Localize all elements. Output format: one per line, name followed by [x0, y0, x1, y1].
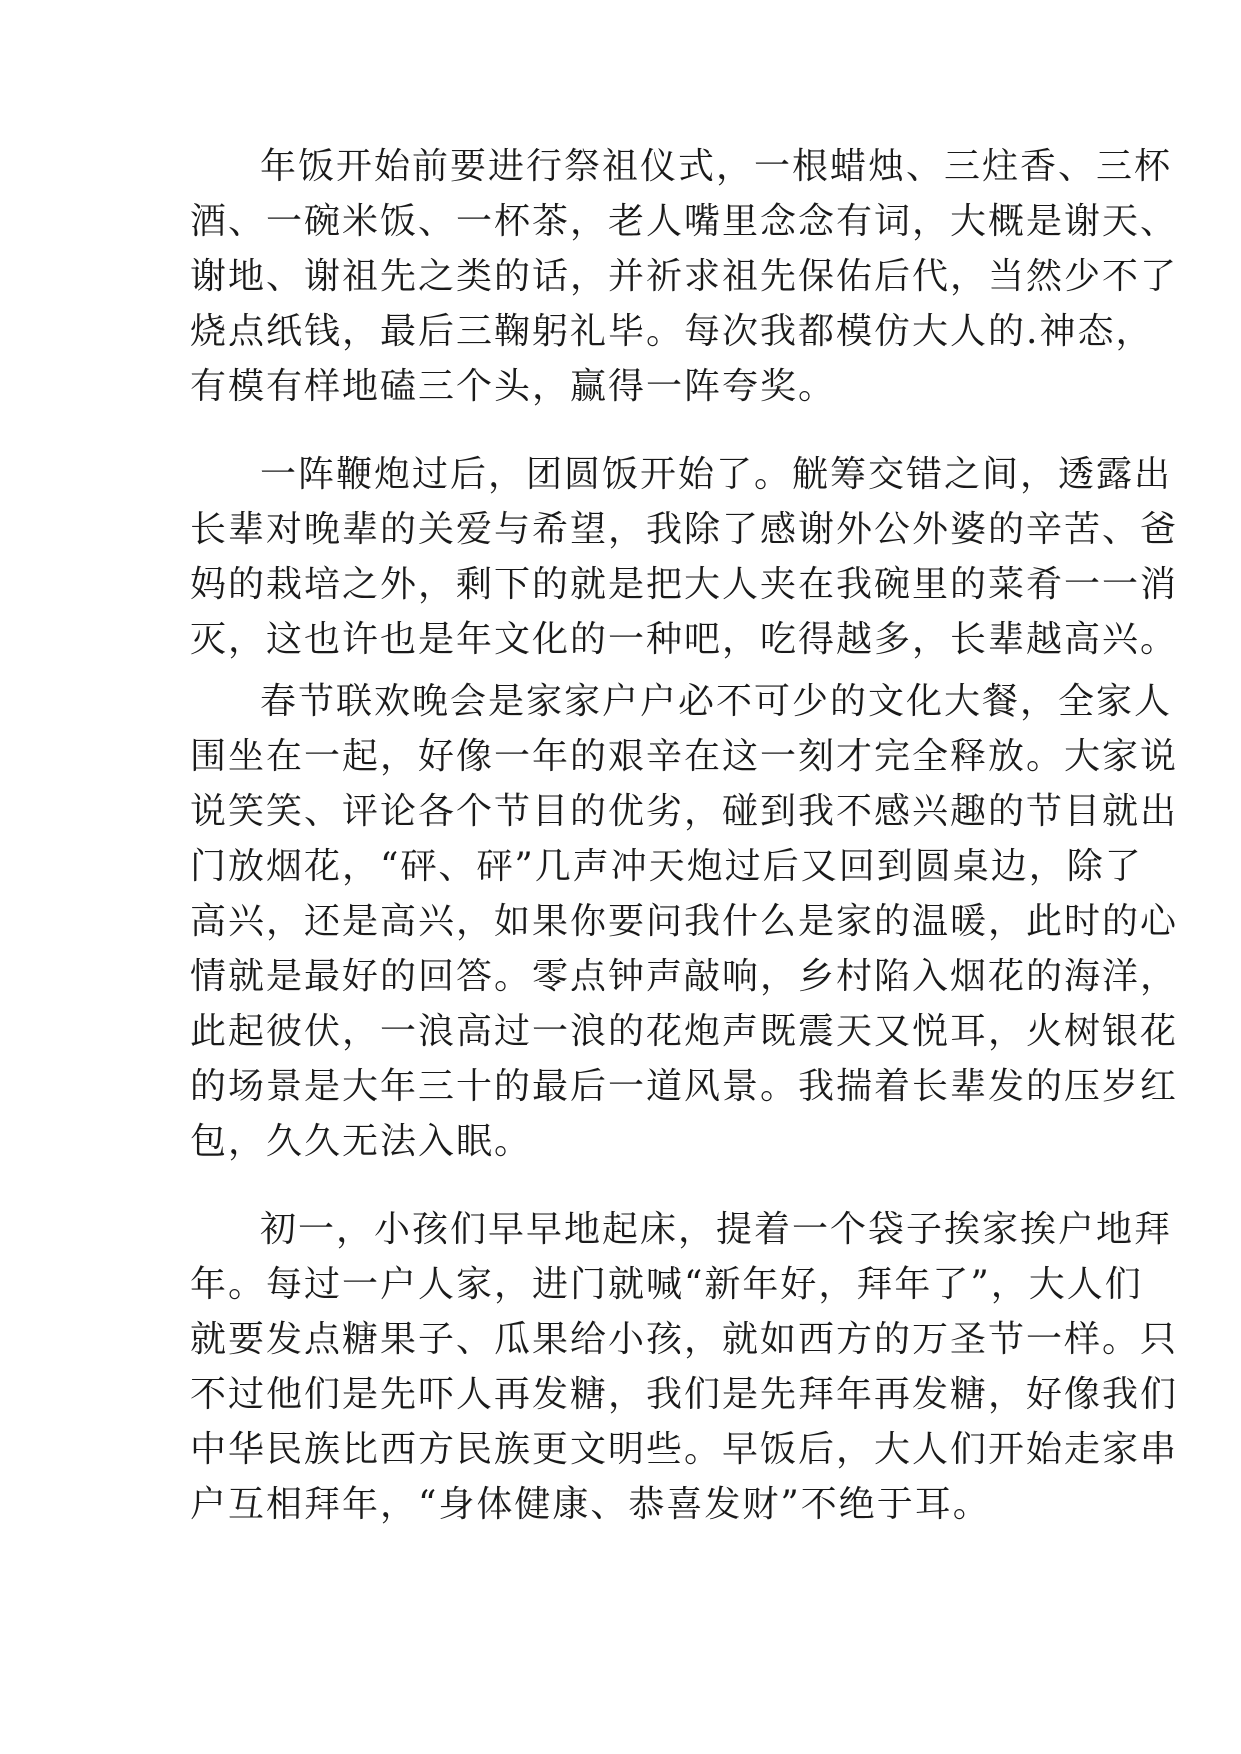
- paragraph-2-line-3: 妈的栽培之外，剩下的就是把大人夹在我碗里的菜肴一一消: [190, 564, 1179, 605]
- paragraph-3-line-5: 高兴，还是高兴，如果你要问我什么是家的温暖，此时的心: [190, 901, 1179, 942]
- paragraph-1-line-3: 谢地、谢祖先之类的话，并祈求祖先保佑后代，当然少不了: [190, 256, 1179, 297]
- paragraph-3-line-7: 此起彼伏，一浪高过一浪的花炮声既震天又悦耳，火树银花: [190, 1011, 1179, 1052]
- paragraph-1-line-5: 有模有样地磕三个头，赢得一阵夸奖。: [190, 366, 837, 407]
- paragraph-2-line-1: 一阵鞭炮过后，团圆饭开始了。觥筹交错之间，透露出: [260, 454, 1173, 495]
- paragraph-4-line-1: 初一，小孩们早早地起床，提着一个袋子挨家挨户地拜: [260, 1209, 1173, 1250]
- paragraph-4-line-5: 中华民族比西方民族更文明些。早饭后，大人们开始走家串: [190, 1429, 1179, 1470]
- paragraph-4-line-2: 年。每过一户人家，进门就喊“新年好，拜年了”，大人们: [190, 1264, 1143, 1305]
- paragraph-3-line-1: 春节联欢晚会是家家户户必不可少的文化大餐，全家人: [260, 681, 1173, 722]
- paragraph-3-line-8: 的场景是大年三十的最后一道风景。我揣着长辈发的压岁红: [190, 1066, 1179, 1107]
- paragraph-1-line-4: 烧点纸钱，最后三鞠躬礼毕。每次我都模仿大人的.神态，: [190, 311, 1154, 352]
- paragraph-4-line-4: 不过他们是先吓人再发糖，我们是先拜年再发糖，好像我们: [190, 1374, 1179, 1415]
- paragraph-2-line-4: 灭，这也许也是年文化的一种吧，吃得越多，长辈越高兴。: [190, 619, 1179, 660]
- paragraph-1-line-1: 年饭开始前要进行祭祖仪式，一根蜡烛、三炷香、三杯: [260, 146, 1173, 187]
- paragraph-2-line-2: 长辈对晚辈的关爱与希望，我除了感谢外公外婆的辛苦、爸: [190, 509, 1179, 550]
- paragraph-3-line-3: 说笑笑、评论各个节目的优劣，碰到我不感兴趣的节目就出: [190, 791, 1179, 832]
- paragraph-3-line-9: 包，久久无法入眠。: [190, 1121, 533, 1162]
- paragraph-4-line-6: 户互相拜年，“身体健康、恭喜发财”不绝于耳。: [190, 1484, 991, 1525]
- paragraph-4-line-3: 就要发点糖果子、瓜果给小孩，就如西方的万圣节一样。只: [190, 1319, 1179, 1360]
- paragraph-3-line-4: 门放烟花，“砰、砰”几声冲天炮过后又回到圆桌边，除了: [190, 846, 1143, 887]
- paragraph-3-line-2: 围坐在一起，好像一年的艰辛在这一刻才完全释放。大家说: [190, 736, 1179, 777]
- paragraph-3-line-6: 情就是最好的回答。零点钟声敲响，乡村陷入烟花的海洋，: [190, 956, 1179, 997]
- paragraph-1-line-2: 酒、一碗米饭、一杯茶，老人嘴里念念有词，大概是谢天、: [190, 201, 1179, 242]
